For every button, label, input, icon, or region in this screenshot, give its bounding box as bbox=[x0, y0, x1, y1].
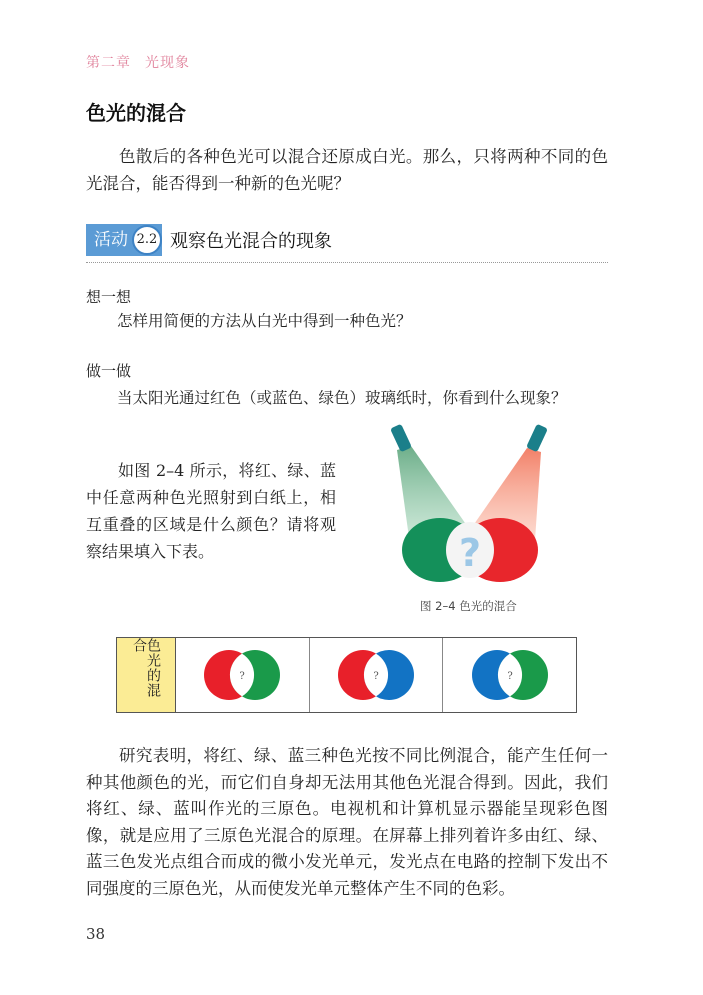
right-flashlight-icon bbox=[526, 424, 548, 453]
blue-green-mix-diagram bbox=[470, 645, 550, 705]
question-mark: ? bbox=[239, 671, 246, 682]
activity-tag bbox=[86, 224, 162, 256]
question-mark-icon: ? bbox=[458, 531, 482, 575]
table-header-label: 色光的混合 bbox=[131, 638, 161, 698]
do-paragraph: 如图 2–4 所示，将红、绿、蓝中任意两种色光照射到白纸上，相互重叠的区域是什么颜色？请将观察结果填入下表。 bbox=[86, 461, 336, 561]
chapter-number: 第二章 bbox=[86, 55, 131, 71]
do-instruction: 当太阳光通过红色（或蓝色、绿色）玻璃纸时，你看到什么现象？ bbox=[117, 389, 567, 407]
intro-paragraph: 色散后的各种色光可以混合还原成白光。那么，只将两种不同的色光混合，能否得到一种新的色光呢？ bbox=[86, 147, 608, 193]
activity-tag-label: 活动 bbox=[94, 230, 128, 250]
red-blue-mix-diagram bbox=[336, 645, 416, 705]
activity-number: 2.2 bbox=[132, 225, 162, 255]
think-question: 怎样用简便的方法从白光中得到一种色光？ bbox=[117, 312, 412, 330]
question-mark: ? bbox=[373, 671, 379, 682]
table-cell-red-green[interactable] bbox=[176, 638, 310, 712]
red-green-mix-diagram bbox=[202, 645, 282, 705]
do-heading: 做一做 bbox=[86, 362, 132, 380]
think-heading: 想一想 bbox=[86, 288, 132, 306]
table-cell-blue-green[interactable] bbox=[443, 638, 576, 712]
divider bbox=[86, 262, 608, 263]
question-mark: ? bbox=[506, 671, 513, 682]
left-flashlight-icon bbox=[390, 424, 412, 453]
color-mixing-figure bbox=[375, 420, 565, 590]
observation-table bbox=[116, 637, 577, 713]
figure-caption: 图 2–4 色光的混合 bbox=[420, 599, 517, 613]
table-cell-red-blue[interactable] bbox=[310, 638, 444, 712]
activity-banner bbox=[86, 224, 332, 256]
chapter-title: 光现象 bbox=[145, 55, 190, 71]
table-header-cell bbox=[117, 638, 176, 712]
section-title: 色光的混合 bbox=[86, 101, 186, 125]
activity-title: 观察色光混合的现象 bbox=[170, 231, 332, 252]
running-header bbox=[86, 52, 190, 72]
page-number: 38 bbox=[86, 925, 106, 943]
conclusion-paragraph: 研究表明，将红、绿、蓝三种色光按不同比例混合，能产生任何一种其他颜色的光，而它们自身却无法用其他色光混合得到。因此，我们将红、绿、蓝叫作光的三原色。电视机和计算机显示器能呈现彩色图像，就是应用了三原色光混合的原理。在屏幕上排列着许多由红、绿、蓝三色发光点组合而成的微小发光单元，发光点在电路的控制下发出不同强度的三原色光，从而使发光单元整体产生不同的色彩。 bbox=[86, 746, 608, 898]
